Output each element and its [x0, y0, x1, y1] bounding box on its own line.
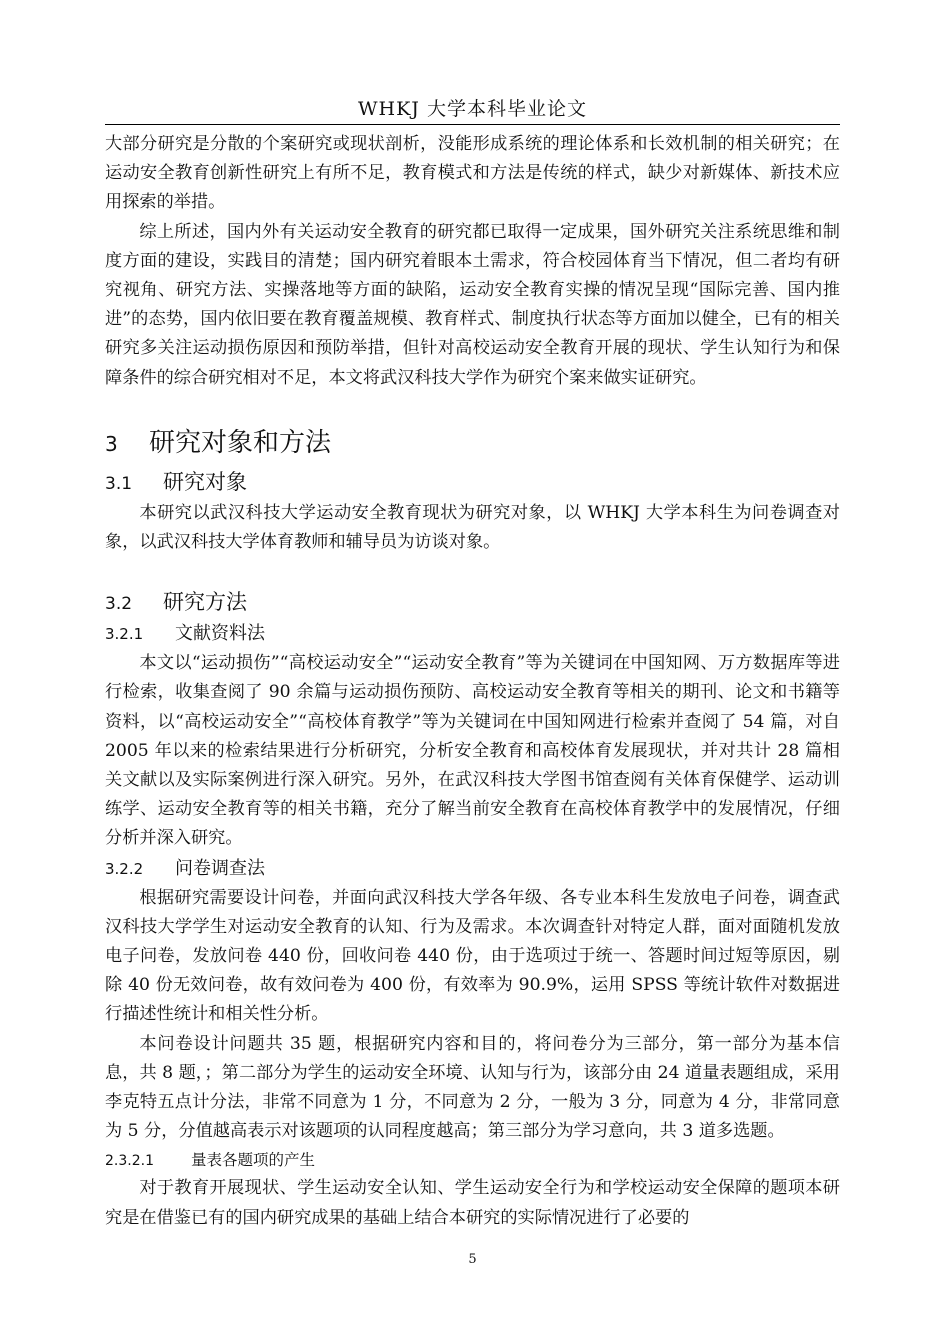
subsubsection-title: 文献资料法: [175, 623, 265, 645]
heading-title: 量表各题项的产生: [191, 1151, 316, 1170]
page-content: [105, 130, 840, 1233]
heading-2-3-2-1: [105, 1146, 840, 1174]
subsubsection-heading-3-2-2: [105, 854, 840, 884]
paragraph-questionnaire-design: 本问卷设计问题共 35 题，根据研究内容和目的，将问卷分为三部分，第一部分为基本信息，共 8 题，；第二部分为学生的运动安全环境、认知与行为，该部分由 24 道量表题组成，采用李克特五点计分法，非常不同意为 1 分，不同意为 2 分，一般为 3 分，同意为 4 分，非常同意为 5 分，分值越高表示对该题项的认同程度越高；第三部分为学习意向，共 3 道多选题。: [105, 1033, 840, 1142]
subsection-number: 3.1: [105, 473, 133, 494]
subsection-title: 研究对象: [163, 469, 247, 494]
subsubsection-heading-3-2-1: [105, 619, 840, 649]
header-divider: [105, 124, 840, 125]
paragraph-literature-method: 本文以“运动损伤”“高校运动安全”“运动安全教育”等为关键词在中国知网、万方数据库等进行检索，收集查阅了 90 余篇与运动损伤预防、高校运动安全教育等相关的期刊、论文和书籍等资料，以“高校运动安全”“高校体育教学”等为关键词在中国知网进行检索并查阅了 54 篇，对自 2005 年以来的检索结果进行分析研究，分析安全教育和高校体育发展现状，并对共计 28 篇相关文献以及实际案例进行深入研究。另外，在武汉科技大学图书馆查阅有关体育保健学、运动训练学、运动安全教育等的相关书籍，充分了解当前安全教育在高校体育教学中的发展情况，仔细分析并深入研究。: [105, 653, 840, 849]
paragraph-survey-method: 根据研究需要设计问卷，并面向武汉科技大学各年级、各专业本科生发放电子问卷，调查武汉科技大学学生对运动安全教育的认知、行为及需求。本次调查针对特定人群，面对面随机发放电子问卷，发放问卷 440 份，回收问卷 440 份，由于选项过于统一、答题时间过短等原因，剔除 40 份无效问卷，故有效问卷为 400 份，有效率为 90.9%，运用 SPSS 等统计软件对数据进行描述性统计和相关性分析。: [105, 887, 840, 1025]
paragraph-summary: 综上所述，国内外有关运动安全教育的研究都已取得一定成果，国外研究关注系统思维和制度方面的建设，实践目的清楚；国内研究着眼本土需求，符合校园体育当下情况，但二者均有研究视角、研究方法、实操落地等方面的缺陷，运动安全教育实操的情况呈现“国际完善、国内推进”的态势，国内依旧要在教育覆盖规模、教育样式、制度执行状态等方面加以健全，已有的相关研究多关注运动损伤原因和预防举措，但针对高校运动安全教育开展的现状、学生认知行为和保障条件的综合研究相对不足，本文将武汉科技大学作为研究个案来做实证研究。: [105, 221, 840, 388]
subsection-title: 研究方法: [163, 590, 247, 615]
section-title: 研究对象和方法: [149, 427, 332, 458]
heading-number: 2.3.2.1: [105, 1153, 154, 1170]
subsection-heading-3-2: [105, 585, 840, 619]
subsubsection-number: 3.2.2: [105, 859, 144, 878]
paragraph-continued: 大部分研究是分散的个案研究或现状剖析，没能形成系统的理论体系和长效机制的相关研究；在运动安全教育创新性研究上有所不足，教育模式和方法是传统的样式，缺少对新媒体、新技术应用探索的举措。: [105, 134, 840, 213]
section-heading-3: [105, 421, 840, 465]
subsection-heading-3-1: [105, 465, 840, 499]
subsection-number: 3.2: [105, 594, 133, 615]
paragraph-research-object: 本研究以武汉科技大学运动安全教育现状为研究对象，以 WHKJ 大学本科生为问卷调查对象，以武汉科技大学体育教师和辅导员为访谈对象。: [105, 502, 840, 553]
subsubsection-title: 问卷调查法: [175, 857, 265, 879]
section-number: 3: [105, 431, 118, 456]
page-header: WHKJ 大学本科毕业论文: [358, 98, 587, 120]
subsubsection-number: 3.2.1: [105, 625, 144, 644]
paragraph-scale-items: 对于教育开展现状、学生运动安全认知、学生运动安全行为和学校运动安全保障的题项本研究是在借鉴已有的国内研究成果的基础上结合本研究的实际情况进行了必要的: [105, 1178, 840, 1228]
page-number: 5: [468, 1252, 477, 1267]
